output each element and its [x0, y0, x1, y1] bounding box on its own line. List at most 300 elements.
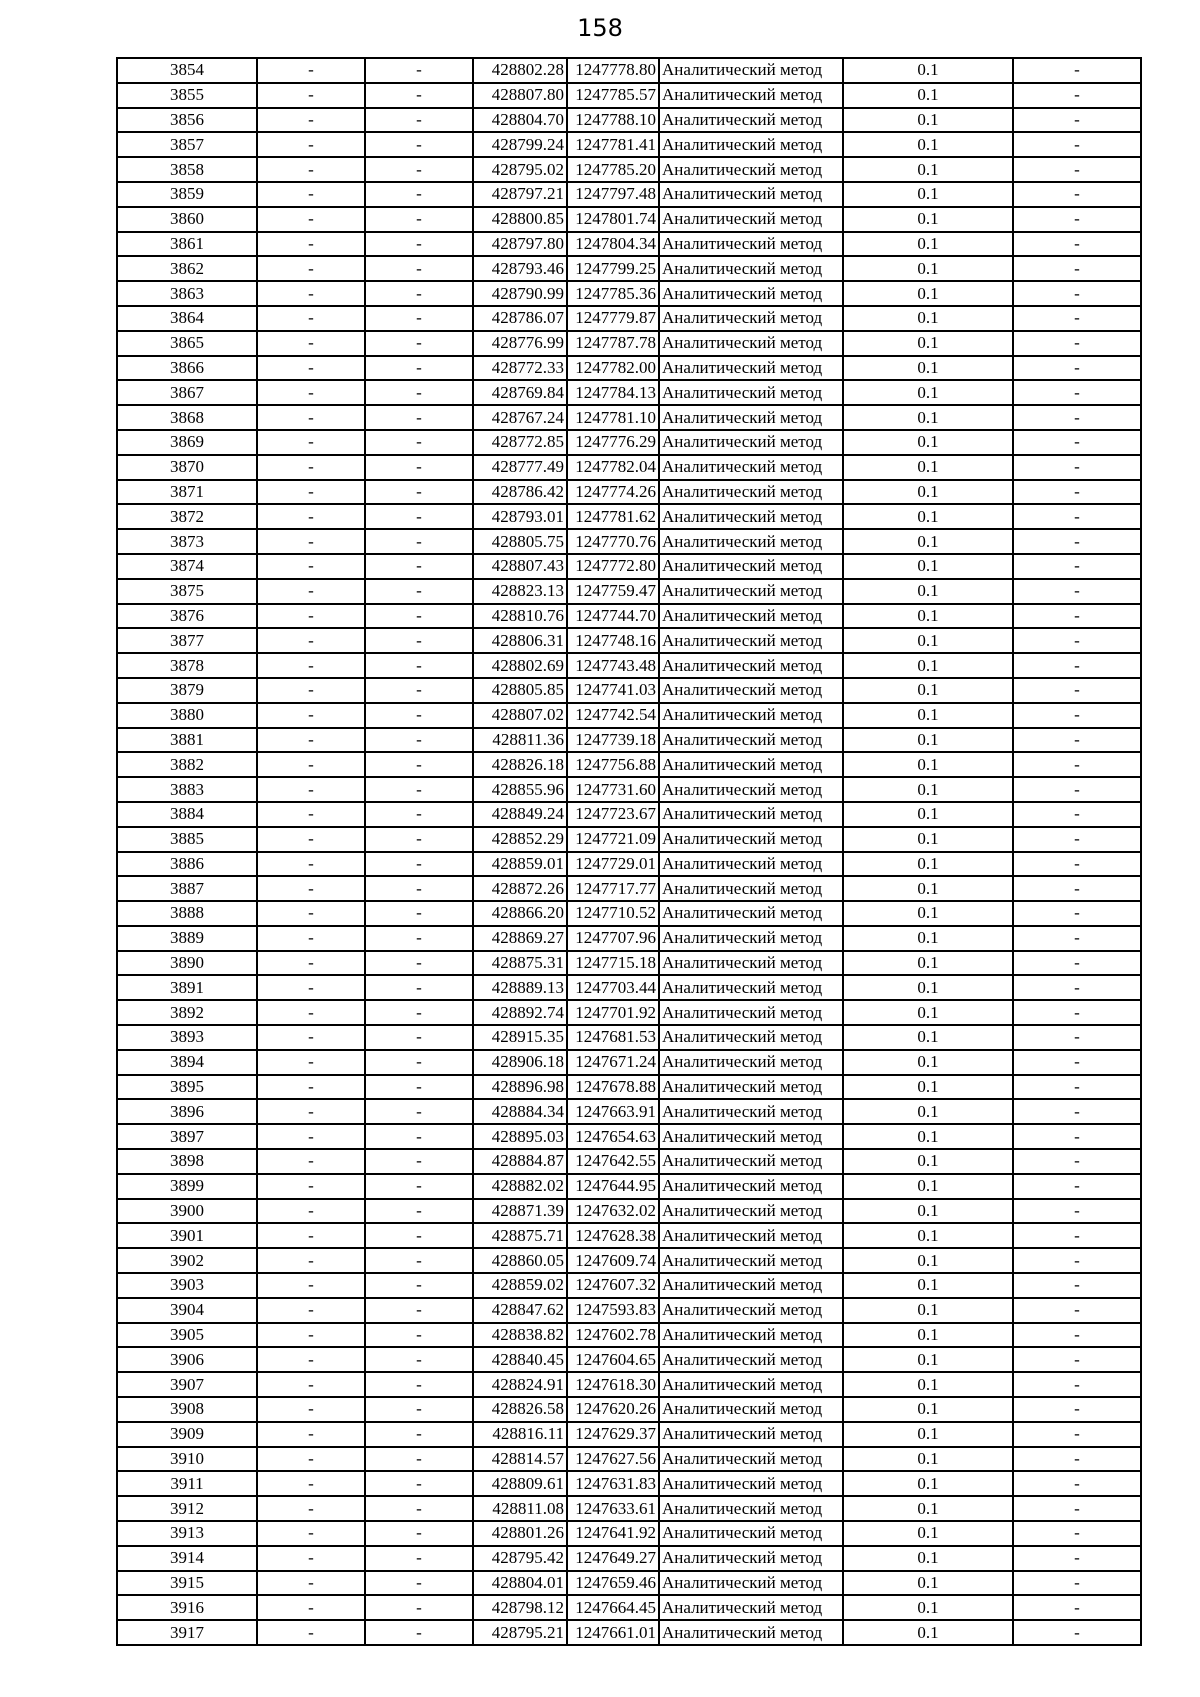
accuracy-cell: 0.1 — [843, 876, 1013, 901]
point-number-cell: 3876 — [117, 604, 257, 629]
table-row — [117, 1273, 1141, 1298]
y-coordinate-cell: 1247632.02 — [567, 1199, 659, 1224]
old-y-cell: - — [365, 380, 473, 405]
table-row — [117, 951, 1141, 976]
table-row — [117, 678, 1141, 703]
old-y-cell: - — [365, 901, 473, 926]
table-row — [117, 1099, 1141, 1124]
point-number-cell: 3866 — [117, 356, 257, 381]
table-row — [117, 901, 1141, 926]
old-y-cell: - — [365, 975, 473, 1000]
point-number-cell: 3873 — [117, 529, 257, 554]
x-coordinate-cell: 428814.57 — [473, 1447, 567, 1472]
table-row — [117, 480, 1141, 505]
y-coordinate-cell: 1247723.67 — [567, 802, 659, 827]
old-x-cell: - — [257, 1050, 365, 1075]
old-x-cell: - — [257, 1571, 365, 1596]
old-y-cell: - — [365, 827, 473, 852]
old-x-cell: - — [257, 380, 365, 405]
accuracy-cell: 0.1 — [843, 430, 1013, 455]
y-coordinate-cell: 1247664.45 — [567, 1595, 659, 1620]
accuracy-cell: 0.1 — [843, 1099, 1013, 1124]
note-cell: - — [1013, 1223, 1141, 1248]
method-cell: Аналитический метод — [659, 628, 843, 653]
point-number-cell: 3915 — [117, 1571, 257, 1596]
y-coordinate-cell: 1247661.01 — [567, 1620, 659, 1645]
old-x-cell: - — [257, 752, 365, 777]
old-x-cell: - — [257, 1199, 365, 1224]
point-number-cell: 3862 — [117, 256, 257, 281]
method-cell: Аналитический метод — [659, 1075, 843, 1100]
accuracy-cell: 0.1 — [843, 1620, 1013, 1645]
y-coordinate-cell: 1247748.16 — [567, 628, 659, 653]
point-number-cell: 3856 — [117, 108, 257, 133]
accuracy-cell: 0.1 — [843, 1397, 1013, 1422]
y-coordinate-cell: 1247729.01 — [567, 852, 659, 877]
old-y-cell: - — [365, 1471, 473, 1496]
old-y-cell: - — [365, 1124, 473, 1149]
old-x-cell: - — [257, 256, 365, 281]
method-cell: Аналитический метод — [659, 1000, 843, 1025]
x-coordinate-cell: 428872.26 — [473, 876, 567, 901]
accuracy-cell: 0.1 — [843, 1595, 1013, 1620]
method-cell: Аналитический метод — [659, 1273, 843, 1298]
x-coordinate-cell: 428806.31 — [473, 628, 567, 653]
accuracy-cell: 0.1 — [843, 108, 1013, 133]
note-cell: - — [1013, 132, 1141, 157]
accuracy-cell: 0.1 — [843, 1248, 1013, 1273]
accuracy-cell: 0.1 — [843, 132, 1013, 157]
y-coordinate-cell: 1247787.78 — [567, 331, 659, 356]
table-row — [117, 852, 1141, 877]
old-y-cell: - — [365, 1546, 473, 1571]
note-cell: - — [1013, 1298, 1141, 1323]
accuracy-cell: 0.1 — [843, 380, 1013, 405]
x-coordinate-cell: 428802.69 — [473, 653, 567, 678]
y-coordinate-cell: 1247629.37 — [567, 1422, 659, 1447]
note-cell: - — [1013, 1273, 1141, 1298]
coordinates-table — [116, 57, 1142, 1646]
accuracy-cell: 0.1 — [843, 827, 1013, 852]
old-y-cell: - — [365, 1149, 473, 1174]
note-cell: - — [1013, 1174, 1141, 1199]
accuracy-cell: 0.1 — [843, 1199, 1013, 1224]
y-coordinate-cell: 1247801.74 — [567, 207, 659, 232]
note-cell: - — [1013, 207, 1141, 232]
y-coordinate-cell: 1247739.18 — [567, 728, 659, 753]
y-coordinate-cell: 1247744.70 — [567, 604, 659, 629]
table-row — [117, 1124, 1141, 1149]
y-coordinate-cell: 1247678.88 — [567, 1075, 659, 1100]
point-number-cell: 3888 — [117, 901, 257, 926]
table-row — [117, 1199, 1141, 1224]
x-coordinate-cell: 428807.02 — [473, 703, 567, 728]
accuracy-cell: 0.1 — [843, 1075, 1013, 1100]
point-number-cell: 3857 — [117, 132, 257, 157]
accuracy-cell: 0.1 — [843, 604, 1013, 629]
x-coordinate-cell: 428823.13 — [473, 579, 567, 604]
x-coordinate-cell: 428895.03 — [473, 1124, 567, 1149]
note-cell: - — [1013, 604, 1141, 629]
note-cell: - — [1013, 802, 1141, 827]
table-row — [117, 504, 1141, 529]
x-coordinate-cell: 428826.58 — [473, 1397, 567, 1422]
y-coordinate-cell: 1247644.95 — [567, 1174, 659, 1199]
old-x-cell: - — [257, 901, 365, 926]
method-cell: Аналитический метод — [659, 852, 843, 877]
note-cell: - — [1013, 1050, 1141, 1075]
note-cell: - — [1013, 926, 1141, 951]
old-x-cell: - — [257, 1471, 365, 1496]
y-coordinate-cell: 1247701.92 — [567, 1000, 659, 1025]
method-cell: Аналитический метод — [659, 975, 843, 1000]
point-number-cell: 3864 — [117, 306, 257, 331]
accuracy-cell: 0.1 — [843, 777, 1013, 802]
method-cell: Аналитический метод — [659, 1149, 843, 1174]
table-row — [117, 455, 1141, 480]
point-number-cell: 3885 — [117, 827, 257, 852]
old-x-cell: - — [257, 703, 365, 728]
y-coordinate-cell: 1247659.46 — [567, 1571, 659, 1596]
point-number-cell: 3893 — [117, 1025, 257, 1050]
note-cell: - — [1013, 703, 1141, 728]
table-row — [117, 777, 1141, 802]
old-x-cell: - — [257, 1347, 365, 1372]
method-cell: Аналитический метод — [659, 1546, 843, 1571]
x-coordinate-cell: 428859.02 — [473, 1273, 567, 1298]
x-coordinate-cell: 428875.31 — [473, 951, 567, 976]
y-coordinate-cell: 1247641.92 — [567, 1521, 659, 1546]
table-row — [117, 1323, 1141, 1348]
old-x-cell: - — [257, 1149, 365, 1174]
y-coordinate-cell: 1247742.54 — [567, 703, 659, 728]
table-body — [117, 58, 1141, 1645]
note-cell: - — [1013, 405, 1141, 430]
method-cell: Аналитический метод — [659, 480, 843, 505]
table-row — [117, 1546, 1141, 1571]
method-cell: Аналитический метод — [659, 132, 843, 157]
old-x-cell: - — [257, 554, 365, 579]
x-coordinate-cell: 428798.12 — [473, 1595, 567, 1620]
method-cell: Аналитический метод — [659, 876, 843, 901]
method-cell: Аналитический метод — [659, 728, 843, 753]
method-cell: Аналитический метод — [659, 380, 843, 405]
point-number-cell: 3863 — [117, 281, 257, 306]
page-number: 158 — [577, 14, 623, 42]
table-row — [117, 703, 1141, 728]
note-cell: - — [1013, 852, 1141, 877]
accuracy-cell: 0.1 — [843, 1546, 1013, 1571]
old-y-cell: - — [365, 1025, 473, 1050]
table-row — [117, 1025, 1141, 1050]
x-coordinate-cell: 428786.07 — [473, 306, 567, 331]
note-cell: - — [1013, 1447, 1141, 1472]
old-x-cell: - — [257, 83, 365, 108]
old-y-cell: - — [365, 1323, 473, 1348]
x-coordinate-cell: 428884.34 — [473, 1099, 567, 1124]
point-number-cell: 3879 — [117, 678, 257, 703]
table-row — [117, 1372, 1141, 1397]
old-y-cell: - — [365, 1298, 473, 1323]
note-cell: - — [1013, 1372, 1141, 1397]
accuracy-cell: 0.1 — [843, 554, 1013, 579]
point-number-cell: 3875 — [117, 579, 257, 604]
point-number-cell: 3883 — [117, 777, 257, 802]
x-coordinate-cell: 428838.82 — [473, 1323, 567, 1348]
old-x-cell: - — [257, 777, 365, 802]
y-coordinate-cell: 1247784.13 — [567, 380, 659, 405]
old-y-cell: - — [365, 1496, 473, 1521]
note-cell: - — [1013, 1496, 1141, 1521]
x-coordinate-cell: 428906.18 — [473, 1050, 567, 1075]
old-x-cell: - — [257, 604, 365, 629]
old-x-cell: - — [257, 1273, 365, 1298]
accuracy-cell: 0.1 — [843, 504, 1013, 529]
table-row — [117, 802, 1141, 827]
method-cell: Аналитический метод — [659, 1595, 843, 1620]
table-row — [117, 232, 1141, 257]
point-number-cell: 3891 — [117, 975, 257, 1000]
method-cell: Аналитический метод — [659, 405, 843, 430]
y-coordinate-cell: 1247642.55 — [567, 1149, 659, 1174]
method-cell: Аналитический метод — [659, 1298, 843, 1323]
accuracy-cell: 0.1 — [843, 58, 1013, 83]
table-row — [117, 1620, 1141, 1645]
point-number-cell: 3867 — [117, 380, 257, 405]
note-cell: - — [1013, 1595, 1141, 1620]
y-coordinate-cell: 1247593.83 — [567, 1298, 659, 1323]
note-cell: - — [1013, 108, 1141, 133]
point-number-cell: 3855 — [117, 83, 257, 108]
accuracy-cell: 0.1 — [843, 455, 1013, 480]
table-row — [117, 1595, 1141, 1620]
old-x-cell: - — [257, 356, 365, 381]
x-coordinate-cell: 428801.26 — [473, 1521, 567, 1546]
note-cell: - — [1013, 827, 1141, 852]
y-coordinate-cell: 1247776.29 — [567, 430, 659, 455]
table-row — [117, 356, 1141, 381]
method-cell: Аналитический метод — [659, 802, 843, 827]
note-cell: - — [1013, 504, 1141, 529]
old-x-cell: - — [257, 1298, 365, 1323]
x-coordinate-cell: 428860.05 — [473, 1248, 567, 1273]
old-y-cell: - — [365, 554, 473, 579]
old-y-cell: - — [365, 1571, 473, 1596]
x-coordinate-cell: 428859.01 — [473, 852, 567, 877]
note-cell: - — [1013, 579, 1141, 604]
y-coordinate-cell: 1247781.10 — [567, 405, 659, 430]
old-y-cell: - — [365, 1521, 473, 1546]
note-cell: - — [1013, 1571, 1141, 1596]
method-cell: Аналитический метод — [659, 1521, 843, 1546]
note-cell: - — [1013, 157, 1141, 182]
accuracy-cell: 0.1 — [843, 1298, 1013, 1323]
x-coordinate-cell: 428793.46 — [473, 256, 567, 281]
method-cell: Аналитический метод — [659, 1248, 843, 1273]
table-row — [117, 157, 1141, 182]
point-number-cell: 3854 — [117, 58, 257, 83]
old-x-cell: - — [257, 1099, 365, 1124]
method-cell: Аналитический метод — [659, 83, 843, 108]
y-coordinate-cell: 1247715.18 — [567, 951, 659, 976]
old-y-cell: - — [365, 653, 473, 678]
accuracy-cell: 0.1 — [843, 628, 1013, 653]
old-x-cell: - — [257, 58, 365, 83]
note-cell: - — [1013, 356, 1141, 381]
y-coordinate-cell: 1247607.32 — [567, 1273, 659, 1298]
y-coordinate-cell: 1247654.63 — [567, 1124, 659, 1149]
note-cell: - — [1013, 306, 1141, 331]
accuracy-cell: 0.1 — [843, 728, 1013, 753]
point-number-cell: 3892 — [117, 1000, 257, 1025]
old-y-cell: - — [365, 108, 473, 133]
y-coordinate-cell: 1247618.30 — [567, 1372, 659, 1397]
point-number-cell: 3869 — [117, 430, 257, 455]
old-x-cell: - — [257, 1372, 365, 1397]
method-cell: Аналитический метод — [659, 256, 843, 281]
table-row — [117, 1571, 1141, 1596]
y-coordinate-cell: 1247671.24 — [567, 1050, 659, 1075]
x-coordinate-cell: 428767.24 — [473, 405, 567, 430]
y-coordinate-cell: 1247785.36 — [567, 281, 659, 306]
x-coordinate-cell: 428777.49 — [473, 455, 567, 480]
old-x-cell: - — [257, 628, 365, 653]
y-coordinate-cell: 1247774.26 — [567, 480, 659, 505]
note-cell: - — [1013, 1521, 1141, 1546]
old-y-cell: - — [365, 728, 473, 753]
accuracy-cell: 0.1 — [843, 1521, 1013, 1546]
y-coordinate-cell: 1247707.96 — [567, 926, 659, 951]
x-coordinate-cell: 428811.36 — [473, 728, 567, 753]
old-x-cell: - — [257, 802, 365, 827]
table-row — [117, 1347, 1141, 1372]
method-cell: Аналитический метод — [659, 1099, 843, 1124]
old-x-cell: - — [257, 1447, 365, 1472]
old-x-cell: - — [257, 1397, 365, 1422]
note-cell: - — [1013, 752, 1141, 777]
point-number-cell: 3897 — [117, 1124, 257, 1149]
old-y-cell: - — [365, 1620, 473, 1645]
x-coordinate-cell: 428871.39 — [473, 1199, 567, 1224]
old-y-cell: - — [365, 529, 473, 554]
old-x-cell: - — [257, 728, 365, 753]
note-cell: - — [1013, 1248, 1141, 1273]
x-coordinate-cell: 428847.62 — [473, 1298, 567, 1323]
y-coordinate-cell: 1247721.09 — [567, 827, 659, 852]
note-cell: - — [1013, 455, 1141, 480]
accuracy-cell: 0.1 — [843, 306, 1013, 331]
table-row — [117, 975, 1141, 1000]
note-cell: - — [1013, 653, 1141, 678]
table-row — [117, 1521, 1141, 1546]
point-number-cell: 3877 — [117, 628, 257, 653]
table-row — [117, 405, 1141, 430]
point-number-cell: 3901 — [117, 1223, 257, 1248]
old-x-cell: - — [257, 1174, 365, 1199]
note-cell: - — [1013, 58, 1141, 83]
y-coordinate-cell: 1247609.74 — [567, 1248, 659, 1273]
x-coordinate-cell: 428855.96 — [473, 777, 567, 802]
y-coordinate-cell: 1247782.00 — [567, 356, 659, 381]
old-x-cell: - — [257, 1075, 365, 1100]
old-y-cell: - — [365, 1273, 473, 1298]
accuracy-cell: 0.1 — [843, 926, 1013, 951]
x-coordinate-cell: 428884.87 — [473, 1149, 567, 1174]
old-x-cell: - — [257, 331, 365, 356]
table-row — [117, 1298, 1141, 1323]
note-cell: - — [1013, 1546, 1141, 1571]
old-y-cell: - — [365, 1595, 473, 1620]
old-y-cell: - — [365, 480, 473, 505]
y-coordinate-cell: 1247627.56 — [567, 1447, 659, 1472]
table-row — [117, 83, 1141, 108]
method-cell: Аналитический метод — [659, 356, 843, 381]
note-cell: - — [1013, 1124, 1141, 1149]
note-cell: - — [1013, 331, 1141, 356]
table-row — [117, 256, 1141, 281]
old-y-cell: - — [365, 58, 473, 83]
old-y-cell: - — [365, 430, 473, 455]
x-coordinate-cell: 428795.02 — [473, 157, 567, 182]
y-coordinate-cell: 1247781.62 — [567, 504, 659, 529]
point-number-cell: 3859 — [117, 182, 257, 207]
method-cell: Аналитический метод — [659, 951, 843, 976]
old-x-cell: - — [257, 405, 365, 430]
y-coordinate-cell: 1247602.78 — [567, 1323, 659, 1348]
old-y-cell: - — [365, 852, 473, 877]
old-y-cell: - — [365, 703, 473, 728]
point-number-cell: 3887 — [117, 876, 257, 901]
note-cell: - — [1013, 1099, 1141, 1124]
note-cell: - — [1013, 529, 1141, 554]
table-row — [117, 1496, 1141, 1521]
method-cell: Аналитический метод — [659, 604, 843, 629]
x-coordinate-cell: 428824.91 — [473, 1372, 567, 1397]
old-y-cell: - — [365, 1248, 473, 1273]
point-number-cell: 3913 — [117, 1521, 257, 1546]
point-number-cell: 3906 — [117, 1347, 257, 1372]
method-cell: Аналитический метод — [659, 1422, 843, 1447]
point-number-cell: 3903 — [117, 1273, 257, 1298]
old-y-cell: - — [365, 455, 473, 480]
point-number-cell: 3872 — [117, 504, 257, 529]
note-cell: - — [1013, 728, 1141, 753]
accuracy-cell: 0.1 — [843, 1223, 1013, 1248]
point-number-cell: 3898 — [117, 1149, 257, 1174]
old-x-cell: - — [257, 108, 365, 133]
x-coordinate-cell: 428869.27 — [473, 926, 567, 951]
old-y-cell: - — [365, 951, 473, 976]
old-x-cell: - — [257, 1620, 365, 1645]
old-y-cell: - — [365, 83, 473, 108]
point-number-cell: 3914 — [117, 1546, 257, 1571]
table-row — [117, 1447, 1141, 1472]
note-cell: - — [1013, 232, 1141, 257]
table-row — [117, 1075, 1141, 1100]
x-coordinate-cell: 428769.84 — [473, 380, 567, 405]
y-coordinate-cell: 1247649.27 — [567, 1546, 659, 1571]
y-coordinate-cell: 1247741.03 — [567, 678, 659, 703]
note-cell: - — [1013, 1199, 1141, 1224]
old-x-cell: - — [257, 579, 365, 604]
old-y-cell: - — [365, 752, 473, 777]
table-row — [117, 1422, 1141, 1447]
accuracy-cell: 0.1 — [843, 703, 1013, 728]
table-row — [117, 58, 1141, 83]
method-cell: Аналитический метод — [659, 108, 843, 133]
point-number-cell: 3880 — [117, 703, 257, 728]
old-y-cell: - — [365, 207, 473, 232]
